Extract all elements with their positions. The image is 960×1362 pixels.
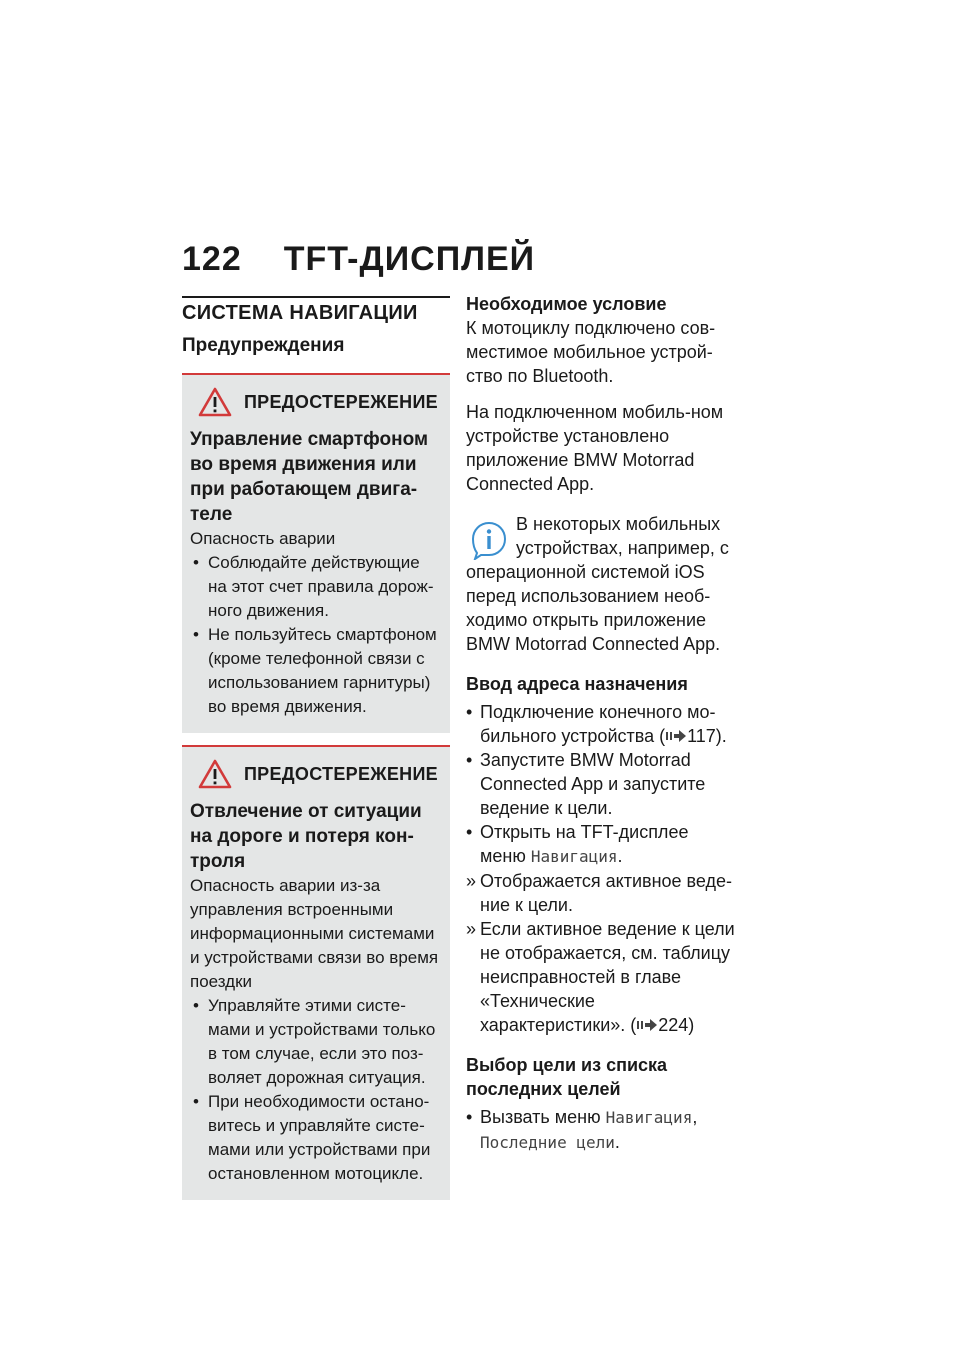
note-block <box>466 512 738 656</box>
list-item: • Управляйте этими систе-мами и устройствами только в том случае, если это поз-воляет дорожная ситуация. <box>190 994 442 1090</box>
info-icon <box>470 520 508 560</box>
warning-heading: Управление смартфоном во время движения или при работающем двига-теле <box>190 429 429 525</box>
warning-triangle-icon <box>198 759 232 789</box>
step-text: Открыть на TFT-дисплее меню <box>480 822 689 866</box>
warning-text: Опасность аварии <box>190 529 336 548</box>
list-item <box>466 869 738 917</box>
bullet-marker: • <box>466 702 473 722</box>
list-item <box>466 917 738 1037</box>
step-text: Если активное ведение к цели не отображается, см. таблицу неисправностей в главе «Технические характеристики». ( <box>480 919 735 1035</box>
recent-destinations-heading: Выбор цели из списка последних целей <box>466 1055 668 1099</box>
menu-name: Последние цели <box>480 1133 615 1152</box>
prerequisite-text: На подключенном мобиль-ном устройстве установлено приложение BMW Motorrad Connected App. <box>466 402 724 494</box>
warning-header <box>190 387 442 417</box>
page-number: 122 <box>182 240 242 278</box>
list-item: • При необходимости остано-витесь и управляйте систе-мами или устройствами при остановленном мотоцикле. <box>190 1090 442 1186</box>
menu-name: Навигация <box>605 1108 693 1127</box>
note-text: В некоторых мобильных устройствах, например, с операционной системой iOS перед использованием необ-ходимо открыть приложение BMW Motorrad Connected App. <box>466 514 729 654</box>
bullet-marker: • <box>466 750 473 770</box>
warning-heading: Отвлечение от ситуации на дороге и потеря кон-троля <box>190 801 422 872</box>
list-item <box>466 748 738 820</box>
page-reference: 224) <box>658 1015 695 1035</box>
step-text-end: . <box>617 846 623 866</box>
chapter-title: TFT-ДИСПЛЕЙ <box>283 240 536 278</box>
page-reference: 117). <box>687 726 727 746</box>
result-marker: » <box>466 871 477 891</box>
bullet-marker: • <box>466 822 473 842</box>
list-item <box>466 700 738 748</box>
list-item: • Не пользуйтесь смартфоном (кроме телефонной связи с использованием гарнитуры) во время движения. <box>190 623 442 719</box>
page-header <box>182 240 535 284</box>
warning-triangle-icon <box>198 387 232 417</box>
destination-steps <box>466 700 738 1037</box>
step-text: Вызвать меню <box>480 1107 606 1127</box>
recent-steps <box>466 1105 738 1155</box>
right-column <box>466 292 738 1155</box>
left-column <box>182 296 450 1200</box>
step-text-end: . <box>614 1132 620 1152</box>
warning-header <box>190 759 442 789</box>
step-text: Отображается активное веде-ние к цели. <box>480 871 733 915</box>
separator: , <box>692 1107 698 1127</box>
page-reference-arrow-icon <box>665 729 687 743</box>
menu-name: Навигация <box>530 847 618 866</box>
subsection-title: Предупреждения <box>182 335 345 356</box>
warning-label: ПРЕДОСТЕРЕЖЕНИЕ <box>243 763 438 784</box>
destination-heading: Ввод адреса назначения <box>466 674 688 694</box>
list-item <box>466 820 738 869</box>
prerequisite-heading: Необходимое условие <box>466 294 667 314</box>
warning-list <box>190 551 442 719</box>
list-item: • Соблюдайте действующие на этот счет правила дорож-ного движения. <box>190 551 442 623</box>
page-reference-arrow-icon <box>636 1018 658 1032</box>
prerequisite-text: К мотоциклу подключено сов-местимое мобильное устрой-ство по Bluetooth. <box>466 318 716 386</box>
warning-label: ПРЕДОСТЕРЕЖЕНИЕ <box>243 391 438 412</box>
warning-text: Опасность аварии из-за управления встроенными информационными системами и устройствами связи во время поездки <box>190 876 439 991</box>
bullet-marker: • <box>466 1107 473 1127</box>
list-item <box>466 1105 738 1155</box>
warning-box-distraction <box>182 745 450 1200</box>
warning-box-smartphone <box>182 373 450 733</box>
result-marker: » <box>466 919 477 939</box>
section-title: СИСТЕМА НАВИГАЦИИ <box>182 296 450 325</box>
step-text: Подключение конечного мо-бильного устройства ( <box>480 702 716 746</box>
warning-list <box>190 994 442 1186</box>
step-text: Запустите BMW Motorrad Connected App и запустите ведение к цели. <box>480 750 706 818</box>
